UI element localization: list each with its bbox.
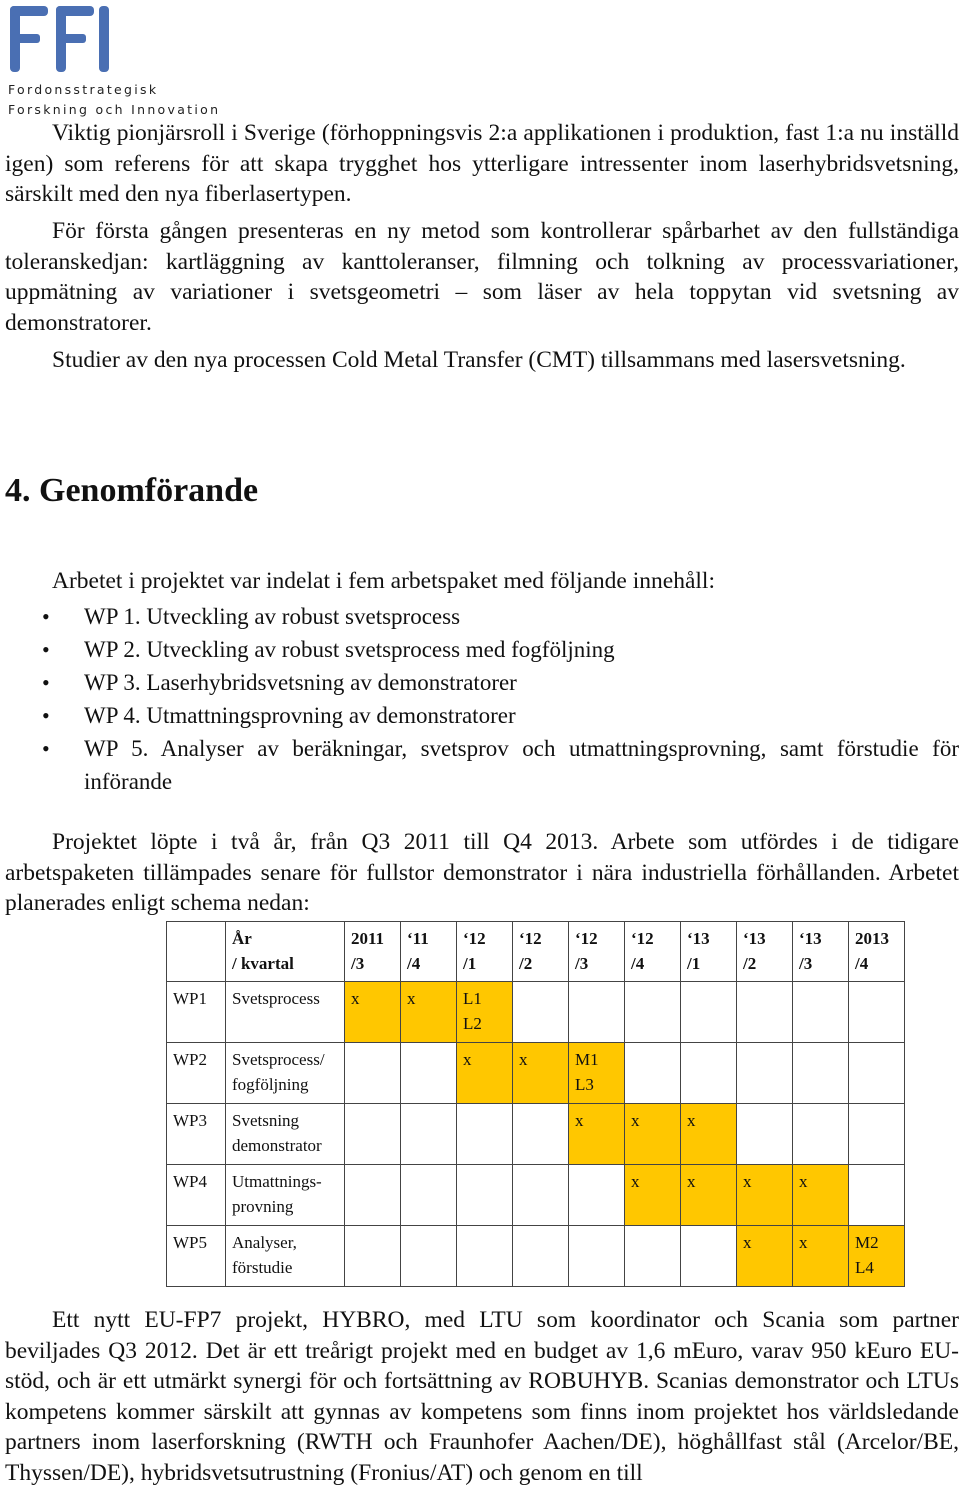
quarter-cell [401,1226,457,1287]
quarter-cell [737,982,793,1043]
bullet-icon: • [42,703,50,728]
work-package-cell: WP3 [167,1104,226,1165]
active-quarter-cell: x [625,1165,681,1226]
active-quarter-cell: x [737,1165,793,1226]
activity-cell: Utmattnings- provning [226,1165,345,1226]
bullet-icon: • [42,670,50,695]
quarter-cell [569,1226,625,1287]
active-quarter-cell: x [457,1043,513,1104]
quarter-cell [513,1226,569,1287]
table-row [167,1226,905,1287]
active-quarter-cell: M1 L3 [569,1043,625,1104]
activity-cell: Analyser, förstudie [226,1226,345,1287]
list-item-text: WP 2. Utveckling av robust svetsprocess med fogföljning [84,637,615,662]
work-package-cell: WP1 [167,982,226,1043]
bullet-icon: • [42,604,50,629]
quarter-cell [457,1165,513,1226]
quarter-cell [513,1104,569,1165]
paragraph-pioneer-role: Viktig pionjärsroll i Sverige (förhoppningsvis 2:a applikationen i produktion, fast 1:a nu inställd igen) som referens för att skapa trygghet hos ytterligare intressenter inom laserhybridsvetsning, särskilt med den nya fiberlasertypen. [5,120,959,207]
quarter-cell [737,1043,793,1104]
list-item-text: WP 5. Analyser av beräkningar, svetsprov och utmattningsprovning, samt förstudie för införande [84,736,959,794]
list-item-text: WP 3. Laserhybridsvetsning av demonstratorer [84,670,517,695]
quarter-cell [849,1104,905,1165]
quarter-cell [737,1104,793,1165]
work-package-cell: WP4 [167,1165,226,1226]
quarter-cell [401,1104,457,1165]
active-quarter-cell: x [793,1226,849,1287]
quarter-cell [793,982,849,1043]
quarter-cell [457,1226,513,1287]
schedule-header-row [167,922,905,982]
logo-line-1: Fordonsstrategisk [8,82,159,97]
quarter-cell [569,982,625,1043]
header-quarter-cell: ‘13 /1 [681,922,737,982]
active-quarter-cell: x [681,1104,737,1165]
table-row [167,1104,905,1165]
list-item [0,666,959,699]
quarter-cell [345,1104,401,1165]
table-row [167,1043,905,1104]
header-quarter-cell: ‘11 /4 [401,922,457,982]
work-package-list [0,600,959,798]
header-year-quarter: År / kvartal [226,922,345,982]
paragraph-intro: Arbetet i projektet var indelat i fem arbetspaket med följande innehåll: [52,568,715,594]
active-quarter-cell: x [737,1226,793,1287]
quarter-cell [513,982,569,1043]
header-quarter-cell: ‘13 /2 [737,922,793,982]
ffi-logo [6,2,246,120]
quarter-cell [681,1043,737,1104]
active-quarter-cell: M2 L4 [849,1226,905,1287]
header-quarter-cell: 2013 /4 [849,922,905,982]
section-heading: 4. Genomförande [5,472,259,509]
list-item [0,600,959,633]
quarter-cell [849,1043,905,1104]
list-item [0,699,959,732]
quarter-cell [569,1165,625,1226]
header-empty-cell [167,922,226,982]
quarter-cell [793,1104,849,1165]
list-item-text: WP 1. Utveckling av robust svetsprocess [84,604,461,629]
paragraph-timeline: Projektet löpte i två år, från Q3 2011 till Q4 2013. Arbete som utfördes i de tidigare arbetspaketen tillämpades senare för fullstor demonstrator i nära industriella förhållanden. Arbetet planerades enligt schema nedan: [5,829,959,916]
active-quarter-cell: x [345,982,401,1043]
logo-line-2: Forskning och Innovation [8,102,221,117]
list-item [0,732,959,798]
work-package-cell: WP5 [167,1226,226,1287]
table-row [167,982,905,1043]
work-package-cell: WP2 [167,1043,226,1104]
activity-cell: Svetsning demonstrator [226,1104,345,1165]
active-quarter-cell: x [569,1104,625,1165]
active-quarter-cell: x [625,1104,681,1165]
active-quarter-cell: x [793,1165,849,1226]
header-quarter-cell: ‘12 /3 [569,922,625,982]
active-quarter-cell: x [681,1165,737,1226]
paragraph-hybro: Ett nytt EU-FP7 projekt, HYBRO, med LTU som koordinator och Scania som partner beviljades Q3 2012. Det är ett treårigt projekt med en budget av 1,6 mEuro, varav 950 kEuro EU-stöd, och är ett utmärkt synergi för och fortsättning av ROBUHYB. Scanias demonstrator och LTUs kompetens kommer särskilt att gynnas av kompetens som finns inom projektet hos världsledande partners inom laserforskning (RWTH och Fraunhofer Aachen/DE), höghållfast stål (Arcelor/BE, Thyssen/DE), hybridsvetsutrustning (Fronius/AT) och genom en till [5,1307,959,1486]
activity-cell: Svetsprocess/ fogföljning [226,1043,345,1104]
quarter-cell [457,1104,513,1165]
active-quarter-cell: x [513,1043,569,1104]
quarter-cell [345,1043,401,1104]
bullet-icon: • [42,637,50,662]
list-item-text: WP 4. Utmattningsprovning av demonstratorer [84,703,516,728]
table-row [167,1165,905,1226]
active-quarter-cell: x [401,982,457,1043]
header-quarter-cell: 2011 /3 [345,922,401,982]
quarter-cell [345,1165,401,1226]
quarter-cell [793,1043,849,1104]
list-item [0,633,959,666]
quarter-cell [625,1043,681,1104]
quarter-cell [401,1165,457,1226]
activity-cell: Svetsprocess [226,982,345,1043]
header-quarter-cell: ‘12 /2 [513,922,569,982]
active-quarter-cell: L1 L2 [457,982,513,1043]
quarter-cell [849,1165,905,1226]
quarter-cell [401,1043,457,1104]
quarter-cell [513,1165,569,1226]
bullet-icon: • [42,736,50,761]
paragraph-cmt-studies: Studier av den nya processen Cold Metal Transfer (CMT) tillsammans med lasersvetsning. [52,347,906,373]
quarter-cell [849,982,905,1043]
quarter-cell [625,1226,681,1287]
quarter-cell [681,1226,737,1287]
quarter-cell [345,1226,401,1287]
header-quarter-cell: ‘12 /1 [457,922,513,982]
header-quarter-cell: ‘13 /3 [793,922,849,982]
quarter-cell [681,982,737,1043]
schedule-table [166,921,905,1287]
ffi-logo-mark [6,2,116,80]
quarter-cell [625,982,681,1043]
header-quarter-cell: ‘12 /4 [625,922,681,982]
paragraph-new-method: För första gången presenteras en ny metod som kontrollerar spårbarhet av den fullständiga toleranskedjan: kartläggning av kanttoleranser, filmning och tolkning av processvariationer, uppmätning av variationer i svetsgeometri – som läser av hela toppytan vid svetsning av demonstratorer. [5,218,959,336]
